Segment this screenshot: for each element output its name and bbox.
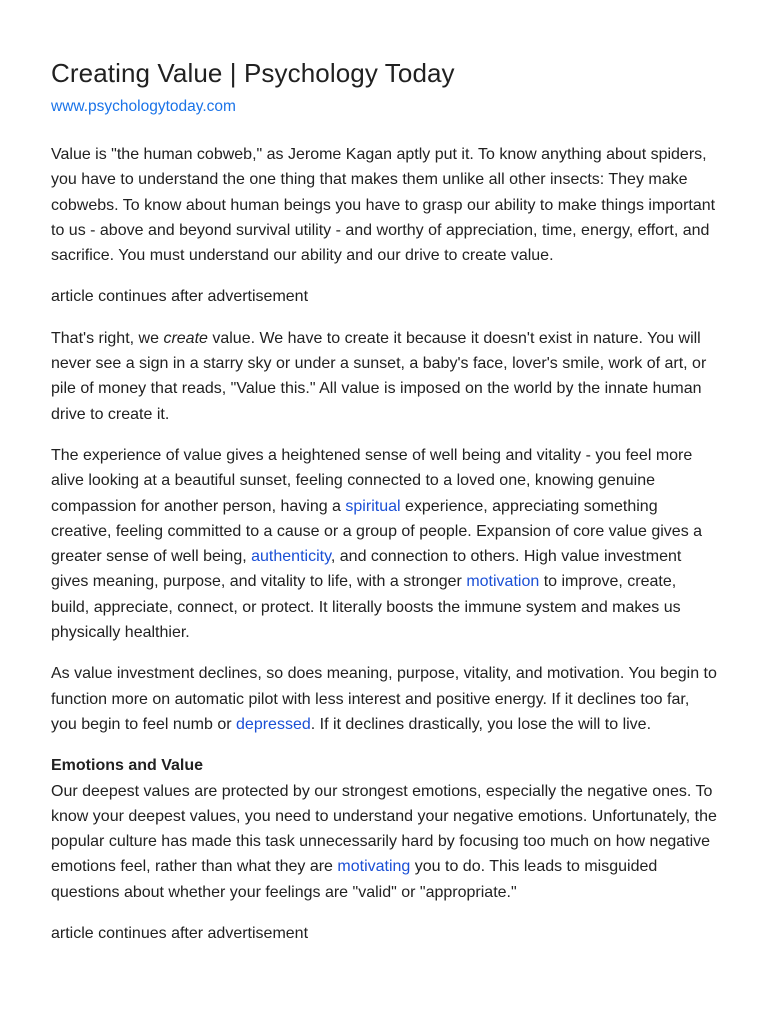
section-text-a: Our deepest values are protected by our strongest emotions, especially the negative ones. To know your deepest values, you need to understand your negative emotions. Unfortunately, the popular culture has made this task unnecessarily hard by focusing too much on how negative emotions feel, rather than what they are — [51, 782, 717, 876]
section-emotions-and-value — [51, 753, 717, 905]
link-authenticity[interactable]: authenticity — [251, 548, 331, 566]
section-heading: Emotions and Value — [51, 757, 204, 775]
paragraph-4-text-b: . If it declines drastically, you lose the will to live. — [310, 715, 652, 733]
page-title: Creating Value | Psychology Today — [51, 58, 455, 88]
link-motivation[interactable]: motivation — [466, 573, 540, 591]
article-body — [51, 142, 717, 946]
ad-note: article continues after advertisement — [51, 288, 309, 306]
paragraph-3 — [51, 443, 717, 645]
ad-note: article continues after advertisement — [51, 925, 309, 943]
paragraph-3-text-c: , and connection to others. High value investment gives meaning, purpose, and vitality to life, with a stronger — [51, 548, 682, 591]
paragraph-2 — [51, 326, 717, 427]
paragraph-2-text-b: value. We have to create it because it doesn't exist in nature. You will never see a sign in a starry sky or under a sunset, a baby's face, lover's smile, work of art, or pile of money that reads, "Value this." All value is imposed on the world by the innate human drive to create it. — [51, 329, 707, 423]
paragraph-3-text-d: to improve, create, build, appreciate, connect, or protect. It literally boosts the immune system and makes us physically healthier. — [51, 573, 681, 642]
paragraph-4 — [51, 661, 717, 737]
paragraph-2-text-a: That's right, we — [51, 329, 164, 347]
emphasis-create: create — [163, 329, 208, 347]
section-text-b: you to do. This leads to misguided questions about whether your feelings are "valid" or "appropriate." — [51, 858, 658, 901]
link-motivating[interactable]: motivating — [337, 858, 411, 876]
source-url-link[interactable]: www.psychologytoday.com — [51, 98, 236, 115]
paragraph-4-text-a: As value investment declines, so does meaning, purpose, vitality, and motivation. You begin to function more on automatic pilot with less interest and positive energy. If it declines too far, you begin to feel numb or — [51, 665, 717, 733]
link-spiritual[interactable]: spiritual — [345, 497, 401, 515]
link-depressed[interactable]: depressed — [236, 715, 311, 733]
paragraph-3-text-b: experience, appreciating something creative, feeling committed to a cause or a group of people. Expansion of core value gives a greater sense of well being, — [51, 497, 703, 566]
paragraph-3-text-a: The experience of value gives a heightened sense of well being and vitality - you feel more alive looking at a beautiful sunset, feeling connected to a loved one, knowing genuine compassion for another person, having a — [51, 446, 693, 515]
paragraph-1: Value is "the human cobweb," as Jerome Kagan aptly put it. To know anything about spiders, you have to understand the one thing that makes them unlike all other insects: They make cobwebs. To know about human beings you have to grasp our ability to make things important to us - above and beyond survival utility - and worthy of appreciation, time, energy, effort, and sacrifice. You must understand our ability and our drive to create value. — [51, 146, 716, 265]
